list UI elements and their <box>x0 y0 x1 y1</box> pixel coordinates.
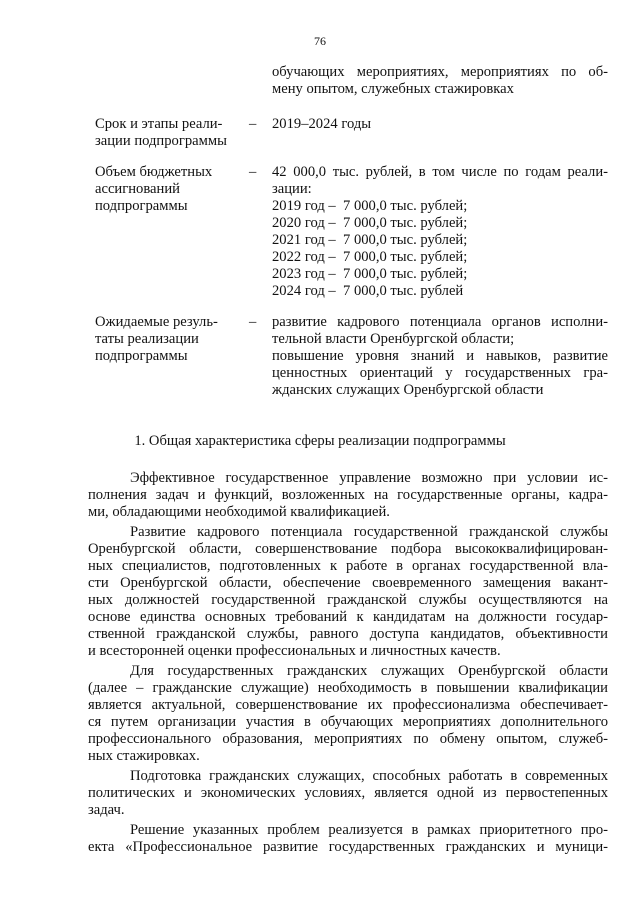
body-line: полнения задач и функций, возложенных на государственные органы, кадра- <box>88 487 608 503</box>
passport-row-value: 2019–2024 годы <box>272 116 372 132</box>
passport-row-dash: – <box>249 314 257 330</box>
passport-row-value: тельной власти Оренбургской области; <box>272 331 515 347</box>
passport-row-value: зации: <box>272 181 312 197</box>
body-line: ми, обладающими необходимой квалификацией. <box>88 504 390 520</box>
body-line: политических и экономических условиях, является одной из первостепенных <box>88 785 608 801</box>
body-line: сти Оренбургской области, обеспечение своевременного замещения вакант- <box>88 575 608 591</box>
body-line: екта «Профессиональное развитие государственных гражданских и муници- <box>88 839 608 855</box>
passport-year-line: 2021 год – 7 000,0 тыс. рублей; <box>272 232 468 248</box>
passport-row-label: таты реализации <box>95 331 199 347</box>
body-line: задач. <box>88 802 125 818</box>
passport-year-line: 2024 год – 7 000,0 тыс. рублей <box>272 283 464 299</box>
passport-continuation-line: обучающих мероприятиях, мероприятиях по об- <box>272 64 608 80</box>
body-line: Для государственных гражданских служащих Оренбургской области <box>130 663 608 679</box>
body-line: Подготовка гражданских служащих, способных работать в современных <box>130 768 608 784</box>
body-line: ных стажировках. <box>88 748 200 764</box>
passport-row-label: Срок и этапы реали- <box>95 116 223 132</box>
body-line: Развитие кадрового потенциала государственной гражданской службы <box>130 524 608 540</box>
section-heading: 1. Общая характеристика сферы реализации подпрограммы <box>134 433 506 449</box>
passport-continuation-line: мену опытом, служебных стажировках <box>272 81 514 97</box>
passport-row-dash: – <box>249 116 257 132</box>
body-line: ных специалистов, подготовленных к работе в органах государственной вла- <box>88 558 608 574</box>
passport-year-line: 2020 год – 7 000,0 тыс. рублей; <box>272 215 468 231</box>
body-line: (далее – гражданские служащие) необходимость в повышении квалификации <box>88 680 608 696</box>
body-line: ся путем организации участия в обучающих мероприятиях дополнительного <box>88 714 608 730</box>
passport-row-dash: – <box>249 164 257 180</box>
body-line: основе единства основных требований к кандидатам на должности государ- <box>88 609 608 625</box>
passport-row-label: зации подпрограммы <box>95 133 227 149</box>
passport-row-label: ассигнований <box>95 181 180 197</box>
passport-row-value: жданских служащих Оренбургской области <box>272 382 544 398</box>
passport-row-value: развитие кадрового потенциала органов исполни- <box>272 314 608 330</box>
passport-row-label: Объем бюджетных <box>95 164 213 180</box>
body-line: Эффективное государственное управление возможно при условии ис- <box>130 470 608 486</box>
page-number: 76 <box>314 34 326 48</box>
passport-row-value: 42 000,0 тыс. рублей, в том числе по годам реали- <box>272 164 608 180</box>
body-line: Оренбургской области, совершенствование подбора высококвалифицирован- <box>88 541 608 557</box>
passport-row-value: повышение уровня знаний и навыков, развитие <box>272 348 608 364</box>
body-line: ных должностей государственной гражданской службы осуществляются на <box>88 592 608 608</box>
passport-row-label: подпрограммы <box>95 198 188 214</box>
body-line: и всесторонней оценки профессиональных и личностных качеств. <box>88 643 501 659</box>
passport-row-label: подпрограммы <box>95 348 188 364</box>
passport-row-value: ценностных ориентаций у государственных гра- <box>272 365 608 381</box>
body-line: является актуальной, совершенствование их профессионализма обеспечивает- <box>88 697 608 713</box>
body-line: ственной гражданской службы, равного доступа кандидатов, объективности <box>88 626 608 642</box>
passport-row-label: Ожидаемые резуль- <box>95 314 218 330</box>
body-line: Решение указанных проблем реализуется в рамках приоритетного про- <box>130 822 608 838</box>
passport-year-line: 2023 год – 7 000,0 тыс. рублей; <box>272 266 468 282</box>
passport-year-line: 2019 год – 7 000,0 тыс. рублей; <box>272 198 468 214</box>
passport-year-line: 2022 год – 7 000,0 тыс. рублей; <box>272 249 468 265</box>
body-line: профессионального образования, мероприятиях по обмену опытом, служеб- <box>88 731 608 747</box>
